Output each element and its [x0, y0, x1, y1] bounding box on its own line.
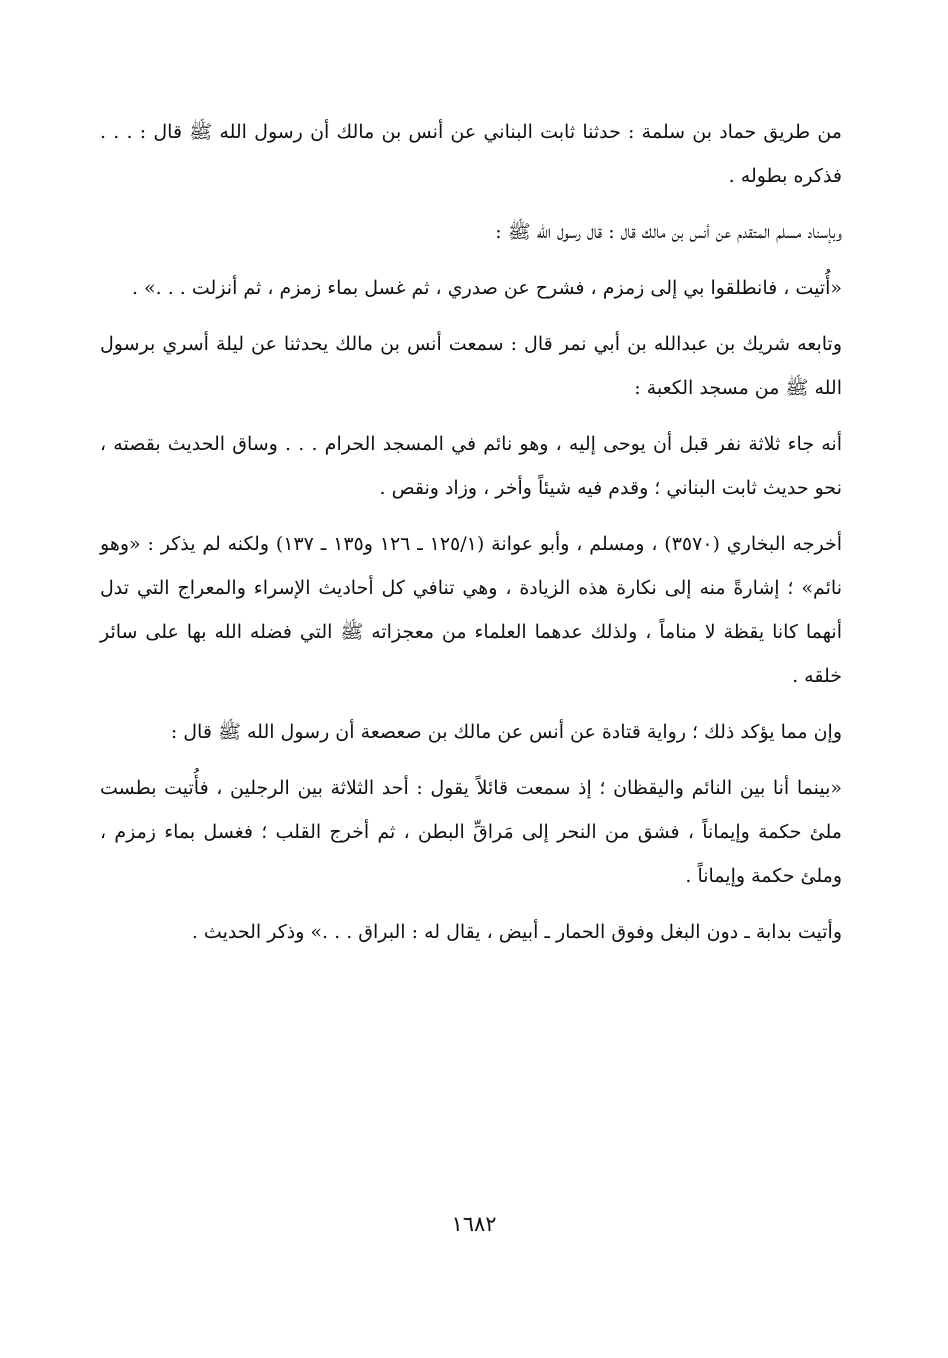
paragraph: «بينما أنا بين النائم واليقظان ؛ إذ سمعت قائلاً يقول : أحد الثلاثة بين الرجلين ، فأُتيت بطست ملئ حكمة وإيماناً ، فشق من النحر إلى مَراقِّ البطن ، ثم أخرج القلب ؛ فغسل بماء زمزم ، وملئ حكمة وإيماناً .: [100, 777, 842, 887]
paragraph: من طريق حماد بن سلمة : حدثنا ثابت البناني عن أنس بن مالك أن رسول الله ﷺ قال : . . . فذكره بطوله .: [100, 121, 842, 187]
page-body: [100, 110, 842, 966]
paragraph: وأتيت بدابة ـ دون البغل وفوق الحمار ـ أبيض ، يقال له : البراق . . .» وذكر الحديث .: [191, 921, 842, 943]
page-number: ١٦٨٢: [451, 1212, 497, 1236]
paragraph: وتابعه شريك بن عبدالله بن أبي نمر قال : سمعت أنس بن مالك يحدثنا عن ليلة أسري برسول الله ﷺ من مسجد الكعبة :: [100, 333, 842, 399]
paragraph: وإن مما يؤكد ذلك ؛ رواية قتادة عن أنس عن مالك بن صعصعة أن رسول الله ﷺ قال :: [170, 721, 842, 743]
paragraph: أنه جاء ثلاثة نفر قبل أن يوحى إليه ، وهو نائم في المسجد الحرام . . . وساق الحديث بقصته ، نحو حديث ثابت البناني ؛ وقدم فيه شيئاً وأخر ، وزاد ونقص .: [100, 433, 842, 499]
paragraph: أخرجه البخاري (٣٥٧٠) ، ومسلم ، وأبو عوانة (١٢٥/١ ـ ١٢٦ و١٣٥ ـ ١٣٧) ولكنه لم يذكر : «وهو نائم» ؛ إشارةً منه إلى نكارة هذه الزيادة ، وهي تنافي كل أحاديث الإسراء والمعراج التي تدل أنهما كانا يقظة لا مناماً ، ولذلك عدهما العلماء من معجزاته ﷺ التي فضله الله بها على سائر خلقه .: [100, 533, 842, 687]
paragraph: وبإسناد مسلم المتقدم عن أنس بن مالك قال : قال رسول الله ﷺ :: [495, 221, 842, 243]
paragraph: «أُتيت ، فانطلقوا بي إلى زمزم ، فشرح عن صدري ، ثم غسل بماء زمزم ، ثم أنزلت . . .» .: [131, 277, 842, 299]
